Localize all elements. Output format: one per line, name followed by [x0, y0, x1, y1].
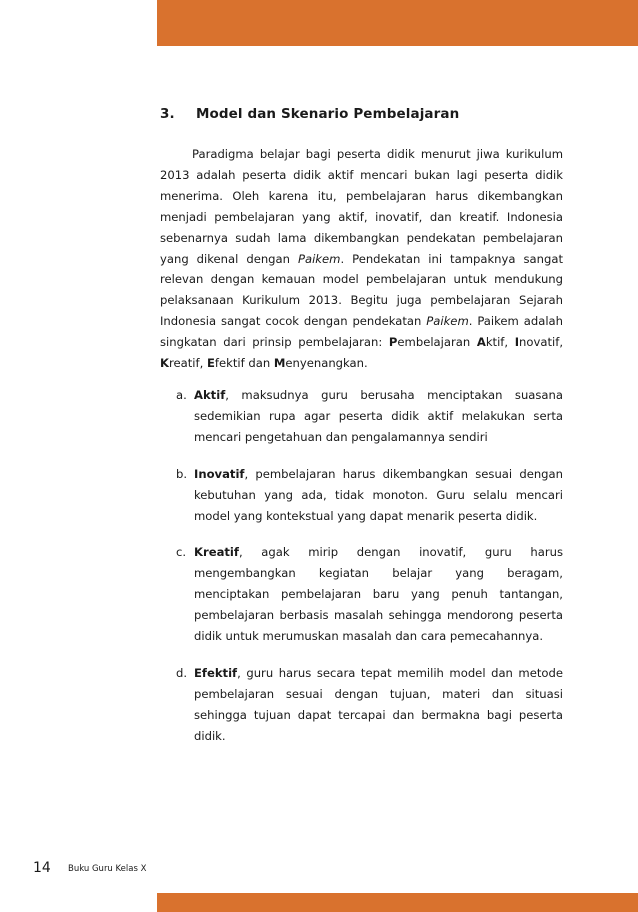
paikem-term-1: Paikem [297, 251, 341, 266]
list-marker: d. [176, 665, 188, 680]
book-title: Buku Guru Kelas X [68, 864, 147, 874]
acronym-sep: , [504, 335, 515, 350]
acronym-sep: , [559, 335, 563, 350]
acronym-initial: I [514, 335, 520, 350]
page-number: 14 [33, 860, 51, 876]
list-marker: b. [176, 466, 188, 481]
acronym-initial: P [388, 335, 398, 350]
paikem-term-2: Paikem [426, 314, 469, 329]
list-text: , pembelajaran harus dikembangkan sesuai dengan kebutuhan yang ada, tidak monoton. Guru selalu mencari model yang kontekstual yang dapat menarik peserta didik. [194, 466, 563, 523]
list-marker: c. [176, 545, 187, 560]
list-term: Kreatif [194, 545, 239, 560]
list-item-kreatif [176, 542, 563, 647]
list-text: , agak mirip dengan inovatif, guru harus mengembangkan kegiatan belajar yang beragam, menciptakan pembelajaran baru yang penuh tantangan, pembelajaran berbasis masalah sehingga mendorong peserta didik untuk merumuskan masalah dan cara pemecahannya. [194, 545, 563, 644]
acronym-rest: fektif [214, 356, 245, 371]
intro-paragraph [160, 144, 563, 374]
section-heading [160, 106, 459, 122]
acronym-rest: enyenangkan [285, 356, 365, 371]
bottom-decorative-bar [157, 893, 638, 912]
list-item-efektif [176, 663, 563, 747]
acronym-initial: E [206, 356, 215, 371]
list-item-inovatif [176, 464, 563, 527]
acronym-initial: K [160, 356, 169, 371]
acronym-sep: dan [244, 356, 274, 371]
acronym-rest: ktif [485, 335, 505, 350]
acronym-rest: novatif [519, 335, 560, 350]
section-title: Model dan Skenario Pembelajaran [196, 106, 460, 122]
list-marker: a. [176, 388, 187, 402]
paragraph-text-a: Paradigma belajar bagi peserta didik menurut jiwa kurikulum 2013 adalah peserta didik aktif mencari bukan lagi peserta didik menerima. Oleh karena itu, pembelajaran harus dikembangkan menjadi pembelajaran yang aktif, inovatif, dan kreatif. Indonesia sebenarnya sudah lama dikembangkan pendekatan pembelajaran yang dikenal dengan [160, 147, 563, 266]
acronym-rest: reatif [168, 356, 200, 371]
list-term: Aktif [194, 388, 226, 402]
top-decorative-bar [157, 0, 638, 46]
principles-list [176, 385, 563, 763]
acronym-sep: . [364, 356, 368, 371]
paragraph-text-c: . Paikem adalah singkatan dari prinsip pembelajaran: [160, 314, 563, 350]
paragraph-text-b: . Pendekatan ini tampaknya sangat relevan dengan kemauan model pembelajaran untuk mendukung pelaksanaan Kurikulum 2013. Begitu juga pembelajaran Sejarah Indonesia sangat cocok dengan pendekatan [160, 251, 563, 329]
list-text: , guru harus secara tepat memilih model dan metode pembelajaran sesuai dengan tujuan, materi dan situasi sehingga tujuan dapat tercapai dan bermakna bagi peserta didik. [194, 665, 563, 743]
section-number: 3. [160, 106, 175, 122]
acronym-initial: M [273, 356, 286, 371]
acronym-initial: A [476, 335, 486, 350]
acronym-sep: , [199, 356, 207, 371]
list-item-aktif [176, 385, 563, 448]
acronym-rest: embelajaran [397, 335, 477, 350]
list-term: Inovatif [194, 466, 245, 481]
list-term: Efektif [194, 665, 238, 680]
list-text: , maksudnya guru berusaha menciptakan suasana sedemikian rupa agar peserta didik aktif melakukan serta mencari pengetahuan dan pengalamannya sendiri [194, 388, 563, 444]
